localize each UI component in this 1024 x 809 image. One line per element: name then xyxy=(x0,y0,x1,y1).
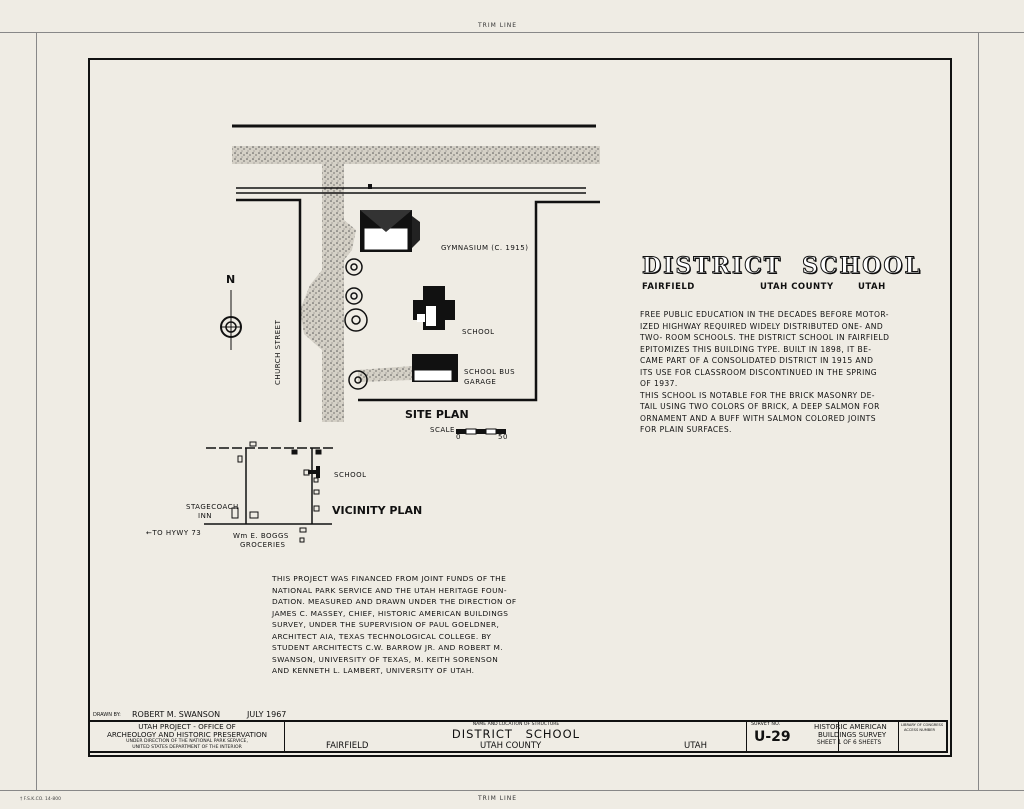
structure-name: DISTRICT SCHOOL xyxy=(451,727,581,741)
survey-number: U-29 xyxy=(754,729,791,745)
loc-line1: LIBRARY OF CONGRESS xyxy=(901,723,944,727)
description-line: TWO- ROOM SCHOOLS. THE DISTRICT SCHOOL IN FAIRFIELD xyxy=(640,333,890,342)
habs-line1: HISTORIC AMERICAN xyxy=(814,723,887,731)
vicinity-plan-heading: VICINITY PLAN xyxy=(332,504,423,517)
trim-line-top: TRIM LINE xyxy=(478,22,518,29)
loc-divider xyxy=(898,722,899,751)
drawn-date: JULY 1967 xyxy=(247,710,287,719)
gymnasium-label: GYMNASIUM (C. 1915) xyxy=(441,244,529,252)
credits-line: AND KENNETH L. LAMBERT, UNIVERSITY OF UTAH. xyxy=(272,666,475,675)
title-town: FAIRFIELD xyxy=(642,282,695,292)
drawn-by-name: ROBERT M. SWANSON xyxy=(132,710,221,719)
trim-rule-top xyxy=(0,32,1024,33)
description-line: EPITOMIZES THIS BUILDING TYPE. BUILT IN 1898, IT BE- xyxy=(640,344,872,354)
credits-line: SURVEY, UNDER THE SUPERVISION OF PAUL GOELDNER, xyxy=(272,620,500,629)
structure-county: UTAH COUNTY xyxy=(480,741,542,751)
credits-line: NATIONAL PARK SERVICE AND THE UTAH HERITAGE FOUN- xyxy=(272,585,507,595)
description-line: CAME PART OF A CONSOLIDATED DISTRICT IN 1915 AND xyxy=(640,356,874,365)
description-line: THIS SCHOOL IS NOTABLE FOR THE BRICK MASONRY DE- xyxy=(640,390,875,400)
description-line: ORNAMENT AND A BUFF WITH SALMON COLORED JOINTS xyxy=(640,413,876,423)
description-paragraph xyxy=(640,309,910,436)
structure-state: UTAH xyxy=(684,741,707,751)
description-line: ITS USE FOR CLASSROOM DISCONTINUED IN THE SPRING xyxy=(640,367,878,377)
garage-label-line1: SCHOOL BUS xyxy=(464,368,516,376)
site-plan-drawing xyxy=(90,110,610,440)
habs-line2: BUILDINGS SURVEY xyxy=(818,731,887,739)
trim-rule-right xyxy=(978,32,979,790)
credits-line: STUDENT ARCHITECTS C.W. BARROW JR. AND ROBERT M. xyxy=(272,643,503,652)
scale-label: SCALE xyxy=(430,426,455,434)
structure-label: NAME AND LOCATION OF STRUCTURE xyxy=(472,722,560,727)
vicinity-school-label: SCHOOL xyxy=(334,471,367,479)
church-street-label: CHURCH STREET xyxy=(274,319,282,385)
loc-line2: ACCESS NUMBER xyxy=(904,728,936,732)
title-word-school: SCHOOL xyxy=(802,253,922,279)
stagecoach-inn-label-line2: INN xyxy=(198,512,213,520)
title-word-district: DISTRICT xyxy=(642,253,783,279)
description-line: OF 1937. xyxy=(640,379,678,388)
credits-paragraph xyxy=(272,573,532,677)
title-county: UTAH COUNTY xyxy=(760,282,834,292)
trim-rule-left xyxy=(36,32,37,790)
stagecoach-inn-label-line1: STAGECOACH xyxy=(186,503,239,511)
sheet-number: SHEET 1 OF 6 SHEETS xyxy=(817,740,882,746)
trim-line-bottom: TRIM LINE xyxy=(478,795,518,802)
trim-rule-bottom xyxy=(0,790,1024,791)
site-plan-heading: SITE PLAN xyxy=(405,408,469,421)
groceries-label-line2: GROCERIES xyxy=(240,541,286,549)
credits-line: ARCHITECT AIA, TEXAS TECHNOLOGICAL COLLEGE. BY xyxy=(272,631,492,641)
office-line3: UNDER DIRECTION OF THE NATIONAL PARK SERVICE, xyxy=(126,739,248,744)
credits-line: JAMES C. MASSEY, CHIEF, HISTORIC AMERICAN BUILDINGS xyxy=(272,608,509,618)
north-arrow-label: N xyxy=(226,273,236,286)
printer-mark: † F.S.K.CO. 14-800 xyxy=(20,797,61,802)
drawn-by-label: DRAWN BY: xyxy=(93,712,121,718)
office-line1: UTAH PROJECT - OFFICE OF xyxy=(138,722,236,731)
office-line2: ARCHEOLOGY AND HISTORIC PRESERVATION xyxy=(106,730,268,739)
highway-label: ←TO HYWY 73 xyxy=(146,529,202,537)
scale-min: 0 xyxy=(456,433,461,441)
survey-label: SURVEY NO. xyxy=(751,722,781,727)
school-label: SCHOOL xyxy=(462,328,495,336)
office-cell xyxy=(90,722,285,751)
description-line: FREE PUBLIC EDUCATION IN THE DECADES BEFORE MOTOR- xyxy=(640,310,889,319)
description-line: IZED HIGHWAY REQUIRED WIDELY DISTRIBUTED ONE- AND xyxy=(640,321,884,331)
structure-town: FAIRFIELD xyxy=(326,741,369,751)
title-state: UTAH xyxy=(858,282,886,292)
office-line4: UNITED STATES DEPARTMENT OF THE INTERIOR xyxy=(132,745,242,750)
garage-label-line2: GARAGE xyxy=(464,378,497,386)
scale-max: 50 xyxy=(498,433,508,441)
description-line: FOR PLAIN SURFACES. xyxy=(640,425,732,434)
description-line: TAIL USING TWO COLORS OF BRICK, A DEEP SALMON FOR xyxy=(640,402,880,411)
groceries-label-line1: Wm E. BOGGS xyxy=(233,532,289,540)
credits-line: SWANSON, UNIVERSITY OF TEXAS, M. KEITH SORENSON xyxy=(272,654,499,664)
credits-line: THIS PROJECT WAS FINANCED FROM JOINT FUNDS OF THE xyxy=(272,574,507,583)
survey-divider xyxy=(746,722,747,751)
title-block xyxy=(88,720,948,753)
credits-line: DATION. MEASURED AND DRAWN UNDER THE DIRECTION OF xyxy=(272,597,517,606)
